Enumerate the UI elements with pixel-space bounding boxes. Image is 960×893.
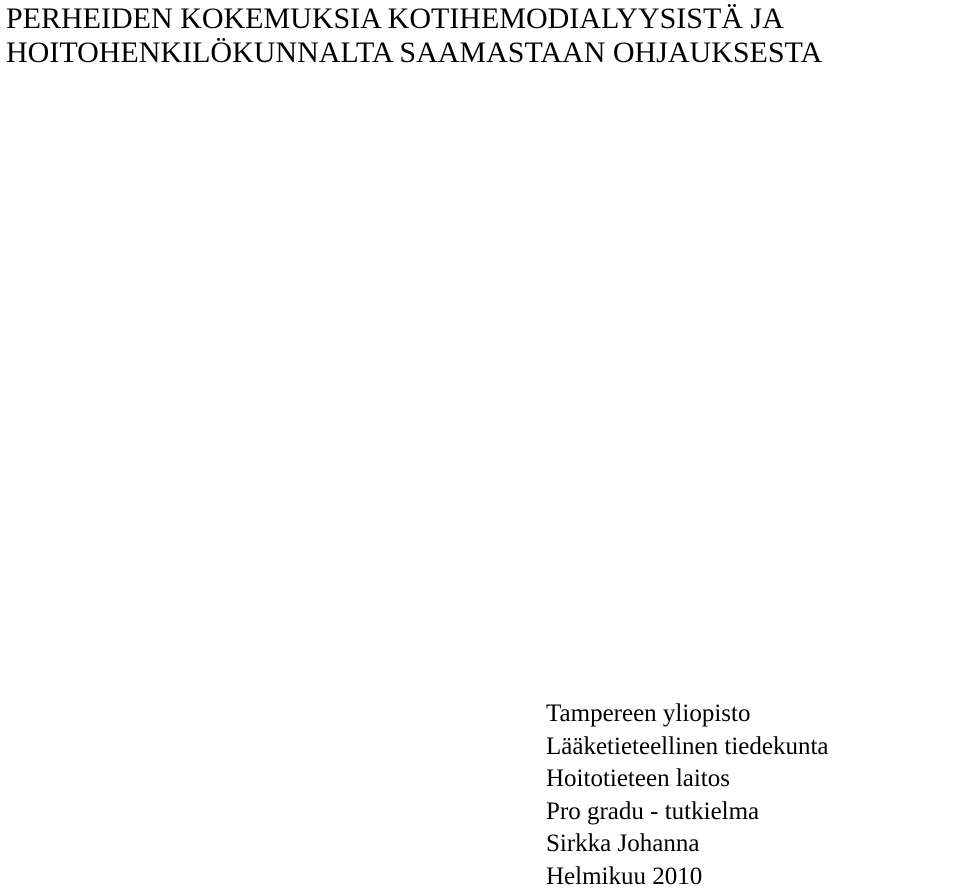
title-line-1: PERHEIDEN KOKEMUKSIA KOTIHEMODIALYYSISTÄ JA [6, 2, 784, 35]
department-name: Hoitotieteen laitos [546, 765, 730, 792]
cover-info-block [546, 698, 829, 893]
publication-date: Helmikuu 2010 [546, 862, 703, 890]
thesis-type: Pro gradu - tutkielma [546, 797, 760, 825]
title-line-2: HOITOHENKILÖKUNNALTA SAAMASTAAN OHJAUKSESTA [6, 36, 823, 69]
faculty-name: Lääketieteellinen tiedekunta [546, 732, 829, 760]
author-name: Sirkka Johanna [546, 830, 700, 857]
university-name: Tampereen yliopisto [546, 700, 751, 727]
document-title [6, 2, 822, 70]
